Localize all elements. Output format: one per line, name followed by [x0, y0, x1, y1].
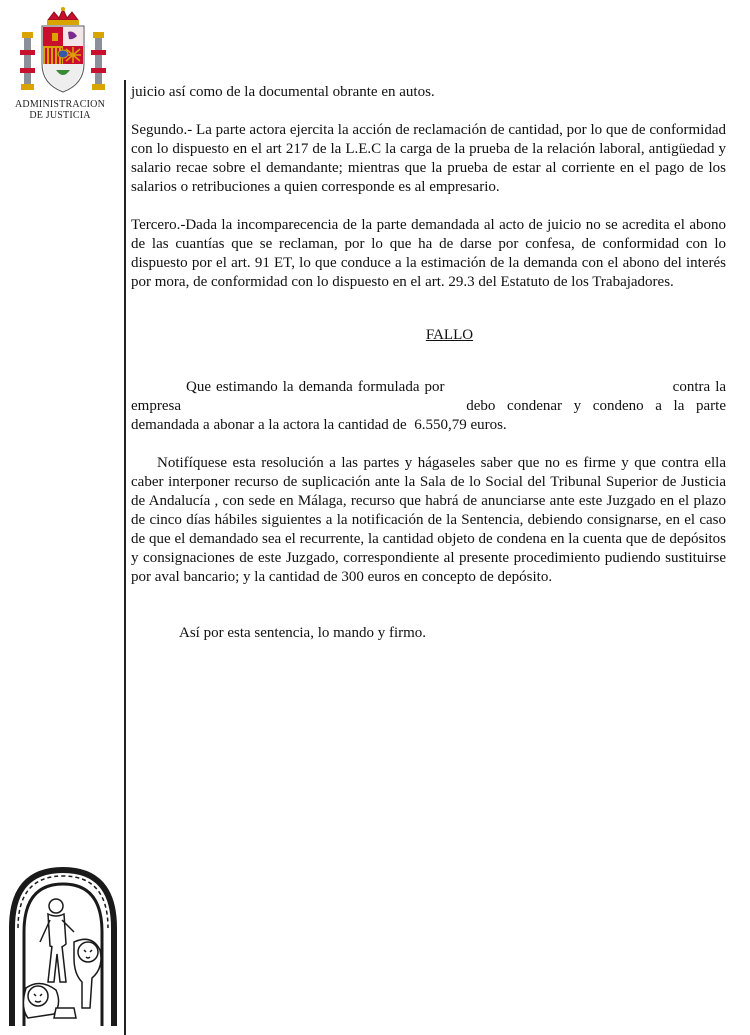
- paragraph-closing: Así por esta sentencia, lo mando y firmo.: [179, 625, 427, 641]
- spanish-coat-of-arms-icon: [14, 6, 112, 102]
- paragraph-continuation: juicio así como de la documental obrante en autos.: [131, 84, 435, 100]
- ruling-text-d: euros.: [470, 417, 507, 433]
- paragraph-segundo: Segundo.- La parte actora ejercita la acción de reclamación de cantidad, por lo que de conformidad con lo dispuesto en el art 217 de la L.E.C la carga de la prueba de la relación laboral, antigüedad y salario recae sobre el demandante; mientras que la prueba de estar al corriente en el pago de los salarios o retribuciones a quien corresponde es al empresario.: [131, 122, 726, 195]
- fallo-heading: FALLO: [425, 327, 474, 343]
- margin-rule: [124, 80, 126, 1035]
- ruling-text-a: Que estimando la demanda formulada por: [186, 379, 445, 395]
- fallo-heading-wrap: [131, 326, 726, 345]
- ruling-amount: 6.550,79: [414, 417, 467, 433]
- crest-caption: [4, 99, 116, 121]
- ruling-text-c: debo condenar y condeno a la parte demandada a abonar a la actora la cantidad de: [131, 398, 726, 433]
- junta-de-andalucia-emblem-icon: [4, 858, 122, 1030]
- paragraph-tercero: Tercero.-Dada la incomparecencia de la parte demandada al acto de juicio no se acredita el abono de las cuantías que se reclaman, por lo que ha de darse por confesa, de conformidad con lo dispuesto por el art. 91 ET, lo que conduce a la estimación de la demanda con el abono del interés por mora, de conformidad con lo dispuesto en el art. 29.3 del Estatuto de los Trabajadores.: [131, 217, 726, 290]
- ruling-text-b: contra la empresa: [131, 379, 727, 414]
- document-body: [131, 83, 726, 643]
- paragraph-ruling: [131, 378, 726, 435]
- caption-line-2: DE JUSTICIA: [29, 110, 91, 121]
- caption-line-1: ADMINISTRACION: [14, 99, 106, 110]
- paragraph-notification: Notifíquese esta resolución a las partes y hágaseles saber que no es firme y que contra ella caber interponer recurso de suplicación ante la Sala de lo Social del Tribunal Superior de Justicia de Andalucía , con sede en Málaga, recurso que habrá de anunciarse ante este Juzgado en el plazo de cinco días hábiles siguientes a la notificación de la Sentencia, debiendo consignarse, en el caso de que el demandado sea el recurrente, la cantidad objeto de condena en la cuenta que de depósitos y consignaciones de este Juzgado, correspondiente al presente procedimiento pudiendo sustituirse por aval bancario; y la cantidad de 300 euros en concepto de depósito.: [131, 455, 726, 585]
